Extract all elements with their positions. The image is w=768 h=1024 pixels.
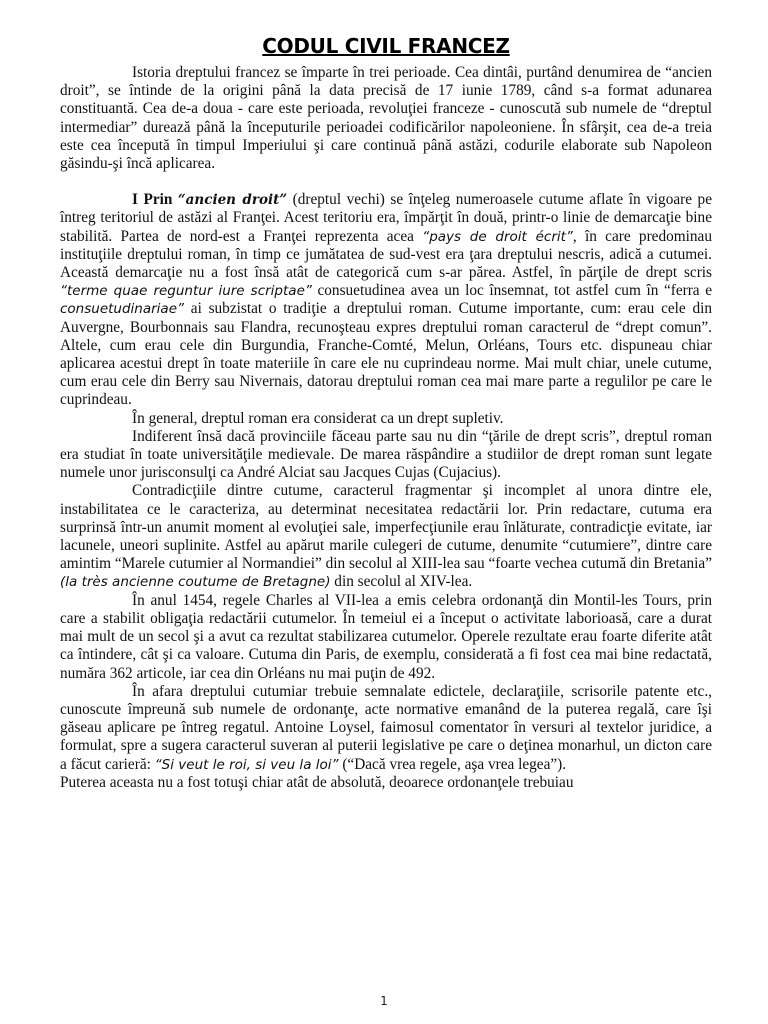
paragraph-ordonante — [60, 683, 712, 774]
paragraph-1454: În anul 1454, regele Charles al VII-lea a emis celebra ordonanţă din Montil-les Tours, prin care a stabilit obligaţia redactării cutumelor. În temeiul ei a început o activitate laborioasă, care a durat mai mult de un secol şi a avut ca rezultat stabilizarea cutumelor. Operele rezultate erau foarte diferite atât ca întindere, cât şi ca valoare. Cutuma din Paris, de exemplu, considerată a fi fost cea mai bine redactată, număra 362 articole, iar cea din Orléans nu mai puţin de 492. — [60, 591, 712, 682]
document-page — [60, 34, 712, 792]
quote-dicton: “Si veut le roi, si veu la loi” — [154, 756, 339, 773]
paragraph-text: , în care predominau instituţiile dreptului roman, în timp ce jumătatea de sud-vest era ţara dreptului nescris, adică a cutumei. Această demarcaţie nu a fost însă atât de categorică cum s-ar părea. Astfel, în părţile de drept scris — [60, 227, 712, 282]
paragraph-puterea: Puterea aceasta nu a fost totuşi chiar atât de absolută, deoarece ordonanţele trebuiau — [60, 773, 574, 791]
quote-pays-de-droit: “pays de droit écrit” — [422, 228, 573, 245]
paragraph-universitati: Indiferent însă dacă provinciile făceau parte sau nu din “ţările de drept scris”, dreptul roman era studiat în toate universităţile medievale. De marea răspândire a studiilor de drept roman sunt legate numele unor jurisconsulţi ca André Alciat sau Jacques Cujas (Cujacius). — [60, 427, 712, 482]
term-ancien-droit: “ancien droit” — [177, 192, 288, 209]
paragraph-intro: Istoria dreptului francez se împarte în trei perioade. Cea dintâi, purtând denumirea de “ancien droit”, se întinde de la origini până la data precisă de 17 iunie 1789, când s-a format adunarea constituantă. Cea de-a doua - care este perioada, revoluţiei franceze - cunoscută sub numele de “dreptul intermediar” durează până la începuturile perioadei codificărilor napoleoniene. În sfârşit, cea de-a treia este cea începută în timpul Imperiului şi care continuă până astăzi, codurile elaborate sub Napoleon găsindu-şi încă aplicarea. — [60, 64, 712, 173]
paragraph-text: (“Dacă vrea regele, aşa vrea legea”). — [338, 755, 567, 773]
section-lead: I Prin — [132, 191, 178, 209]
paragraph-text: Contradicţiile dintre cutume, caracterul fragmentar şi incomplet al unora dintre ele, instabilitatea ce le caracteriza, au determinat necesitatea redactării lor. Prin redactare, cutuma era surprinsă într-un anumit moment al evoluţiei sale, imperfecţiunile erau înlăturate, contradicţie evitate, iar lacunele, uneori suplinite. Astfel au apărut marile culegeri de cutume, denumite “cutumiere”, dintre care amintim “Marele cutumier al Normandiei” din secolul al XIII-lea sau “foarte vechea cutumă din Bretania” — [60, 482, 712, 573]
paragraph-text: ai subzistat o tradiţie a dreptului roman. Cutume importante, cum: erau cele din Auvergne, Bourbonnais sau Flandra, recunoşteau expres dreptului roman caracterul de “drept comun”. Altele, cum erau cele din Burgundia, Franche-Comté, Melun, Orléans, Tours etc. dispuneau chiar aplicarea acestui drept în toate materiile în care ele nu cuprindeau norme. Mai mult chiar, unele cutume, cum erau cele din Berry sau Nivernais, datorau dreptului roman cea mai mare parte a regulilor pe care le cuprindeau. — [60, 300, 712, 409]
paragraph-contradictii — [60, 482, 712, 591]
paragraph-text: În afara dreptului cutumiar trebuie semnalate edictele, declaraţiile, scrisorile patente etc., cunoscute împreună sub numele de ordonanţe, acte normative emanând de la puterea regală, care îşi găseau aplicare pe întreg regatul. Antoine Loysel, faimosul comentator în versuri al textelor juridice, a formulat, spre a sugera caracterul suveran al puterii legislative pe care o deţinea monarhul, un dicton care a făcut carieră: — [60, 682, 712, 773]
paragraph-supletiv: În general, dreptul roman era considerat ca un drept supletiv. — [132, 409, 504, 427]
paragraph-ancien-droit — [60, 191, 712, 409]
paragraph-text: din secolul al XIV-lea. — [330, 573, 473, 591]
quote-consuetudinariae: consuetudinariae” — [60, 301, 185, 318]
paragraph-text: (dreptul vechi) se înţeleg numeroasele cutume aflate în vigoare pe întreg teritoriul de astăzi al Franţei. Acest teritoriu era, împărţit în două, printr-o linie de demarcaţie bine stabilită. Partea de nord-est a Franţei reprezenta acea — [60, 191, 712, 245]
paragraph-text: consuetudinea avea un loc însemnat, tot astfel cum în “ferra e — [311, 282, 712, 300]
quote-bretagne: (la très ancienne coutume de Bretagne) — [60, 574, 331, 591]
quote-terme-quae: “terme quae reguntur iure scriptae” — [60, 283, 312, 300]
page-title: CODUL CIVIL FRANCEZ — [262, 34, 510, 58]
page-number: 1 — [380, 994, 388, 1008]
